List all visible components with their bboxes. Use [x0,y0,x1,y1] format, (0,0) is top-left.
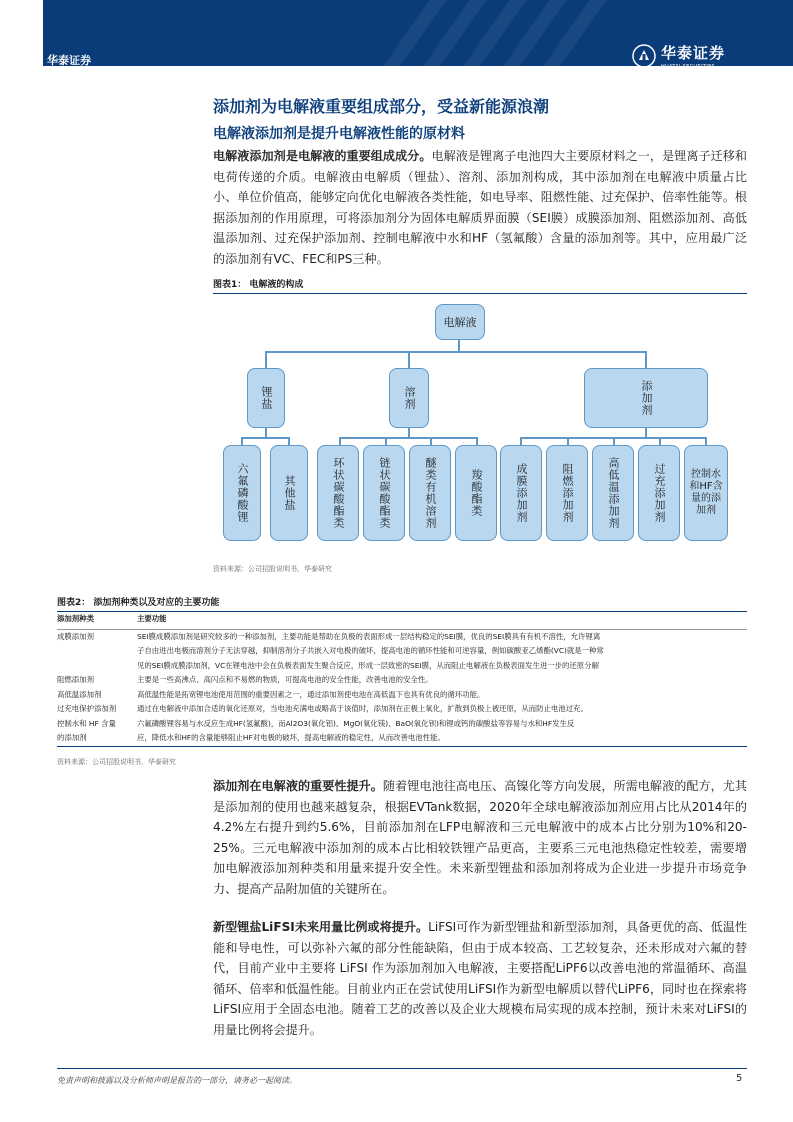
table-cell-type [57,717,137,747]
huatai-logo [632,42,725,70]
paragraph-lifsi-body: LiFSI可作为新型锂盐和新型添加剂，具备更优的高、低温性能和导电性，可以弥补六氟的部分性能缺陷，但由于成本较高、工艺较复杂，还未形成对六氟的替代，目前产业中主要将 LiFSI 作为添加剂加入电解液，主要搭配LiPF6以改善电池的常温循环、高温循环、倍率和低温性能。目前业内正在尝试使用LiFSI作为新型电解质以替代LiPF6，同时也在探索将LiFSI应用于全固态电池。随着工艺的改善以及企业大规模布局实现的成本控制，预计未来对LiFSI的用量比例将会提升。 [213,920,747,1037]
page-number: 5 [736,1073,743,1084]
node-overcharge-additive: 过充添加剂 [638,445,680,541]
node-cyclic-carbonate: 环状碳酸酯类 [317,445,359,541]
figure2-caption: 图表2： 添加剂种类以及对应的主要功能 [57,595,747,612]
node-lithium-salt: 锂盐 [247,368,285,428]
paragraph-lifsi [213,917,747,1041]
logo-text-cn: 华泰证券 [661,44,726,62]
paragraph-intro-lead: 电解液添加剂是电解液的重要组成成分。 [213,149,432,163]
node-film-additive: 成膜添加剂 [500,445,542,541]
section-subtitle: 电解液添加剂是提升电解液性能的原材料 [213,126,465,142]
table-row [57,688,747,703]
node-linear-carbonate: 链状碳酸酯类 [363,445,405,541]
table-line: 高低温性能是拓宽锂电池使用范围的重要因素之一，通过添加剂使电池在高低温下也具有优良的循环功能。 [137,689,485,699]
node-additive: 添加剂 [584,368,708,428]
table-line: 子自由进出电极而溶剂分子无法穿越，抑制溶剂分子共嵌入对电极的破坏，提高电池的循环性能和可逆容量，例如碳酸亚乙烯酯(VC)就是一种常 [137,646,604,655]
table-line: 见的SEI膜成膜添加剂，VC在锂电池中会在负极表面发生聚合反应，形成一层致密的SEI膜，从而阻止电解液在负极表面发生进一步的还原分解 [137,660,599,670]
table-cell-type: 阻燃添加剂 [57,675,94,684]
table-cell-function [137,702,747,717]
table-row [57,717,747,747]
footer-divider [57,1068,747,1069]
logo-text-en: HUATAI SECURITIES [661,64,715,70]
table-line: 通过在电解液中添加合适的氧化还原对，当电池充满电或略高于该值时，添加剂在正极上氧化，扩散到负极上被还原，从而防止电池过充。 [137,704,588,713]
table-cell-function [137,629,747,673]
node-lipf6: 六氟磷酸锂 [223,445,261,541]
table-cell-type: 成膜添加剂 [57,631,94,641]
figure1-diagram [213,292,747,550]
node-solvent: 溶剂 [389,368,429,428]
node-electrolyte: 电解液 [435,304,485,340]
table-row [57,702,747,717]
node-water-hf-additive: 控制水和HF含量的添加剂 [684,445,728,541]
table-cell-function [137,673,747,688]
table-row [57,629,747,673]
table-type-line: 控制水和 HF 含量 [57,718,116,728]
figure1-source: 资料来源：公司招股说明书，华泰研究 [213,565,332,573]
paragraph-importance-lead: 添加剂在电解液的重要性提升。 [213,779,383,793]
section-title: 添加剂为电解液重要组成部分，受益新能源浪潮 [213,97,550,116]
node-carboxylate: 羧酸酯类 [455,445,497,541]
paragraph-intro-body: 电解液是锂离子电池四大主要原材料之一，是锂离子迁移和电荷传递的介质。电解液由电解质（锂盐）、溶剂、添加剂构成，其中添加剂在电解液中质量占比小、单位价值高，能够定向优化电解液各类性能，如电导率、阻燃性能、过充保护、倍率性能等。根据添加剂的作用原理，可将添加剂分为固体电解质界面膜（SEI膜）成膜添加剂、阻燃添加剂、高低温添加剂、过充保护添加剂、控制电解液中水和HF（氢氟酸）含量的添加剂等。其中，应用最广泛的添加剂有VC、FEC和PS三种。 [213,149,747,266]
table-type-line: 的添加剂 [57,733,87,742]
table-cell-type: 高低温添加剂 [57,689,102,699]
table-line: SEI膜成膜添加剂是研究较多的一种添加剂，主要功能是帮助在负极的表面形成一层结构稳定的SEI膜，优良的SEI膜具有有机不溶性，允许锂离 [137,631,601,641]
additive-function-table [57,610,747,747]
header-brand-label: 华泰证券 [47,54,91,67]
paragraph-intro [213,146,747,270]
paragraph-importance [213,776,747,900]
node-temp-additive: 高低温添加剂 [592,445,634,541]
table-header-type: 添加剂种类 [57,610,137,629]
table-cell-type: 过充电保护添加剂 [57,704,117,713]
table-row [57,673,747,688]
table-header-function: 主要功能 [137,610,747,629]
table-line: 六氟磷酸锂容易与水反应生成HF(氢氟酸)，而Al2O3(氧化铝)、MgO(氧化镁)、BaO(氧化钡)和锂或钙的碳酸盐等容易与水和HF发生反 [137,718,575,728]
table-line: 应，降低水和HF的含量能够阻止HF对电极的破坏，提高电解液的稳定性，从而改善电池性能。 [137,733,445,742]
footer-disclaimer: 免责声明和披露以及分析师声明是报告的一部分，请务必一起阅读。 [57,1076,297,1085]
figure1-caption: 图表1： 电解液的构成 [213,277,747,294]
node-ether-solvent: 醚类有机溶剂 [409,445,451,541]
logo-mark-icon [632,44,656,68]
table-cell-function [137,717,747,747]
table-cell-function [137,688,747,703]
node-flame-additive: 阻燃添加剂 [546,445,588,541]
table-header-row [57,610,747,629]
figure2-source: 资料来源：公司招股说明书，华泰研究 [57,758,176,766]
paragraph-lifsi-lead: 新型锂盐LiFSI未来用量比例或将提升。 [213,920,429,934]
node-other-salt: 其他盐 [270,445,308,541]
table-line: 主要是一些高沸点、高闪点和不易燃的物质，可提高电池的安全性能，改善电池的安全性。 [137,675,433,684]
paragraph-importance-body: 随着锂电池往高电压、高镍化等方向发展，所需电解液的配方，尤其是添加剂的使用也越来越复杂，根据EVTank数据，2020年全球电解液添加剂应用占比从2014年的4.2%左右提升到约5.6%，目前添加剂在LFP电解液和三元电解液中的成本占比分别为10%和20-25%。三元电解液中添加剂的成本占比相较铁锂产品更高，主要系三元电池热稳定性较差，需要增加电解液添加剂种类和用量来提升安全性。未来新型锂盐和添加剂将成为企业进一步提升市场竞争力、提高产品附加值的关键所在。 [213,779,747,896]
